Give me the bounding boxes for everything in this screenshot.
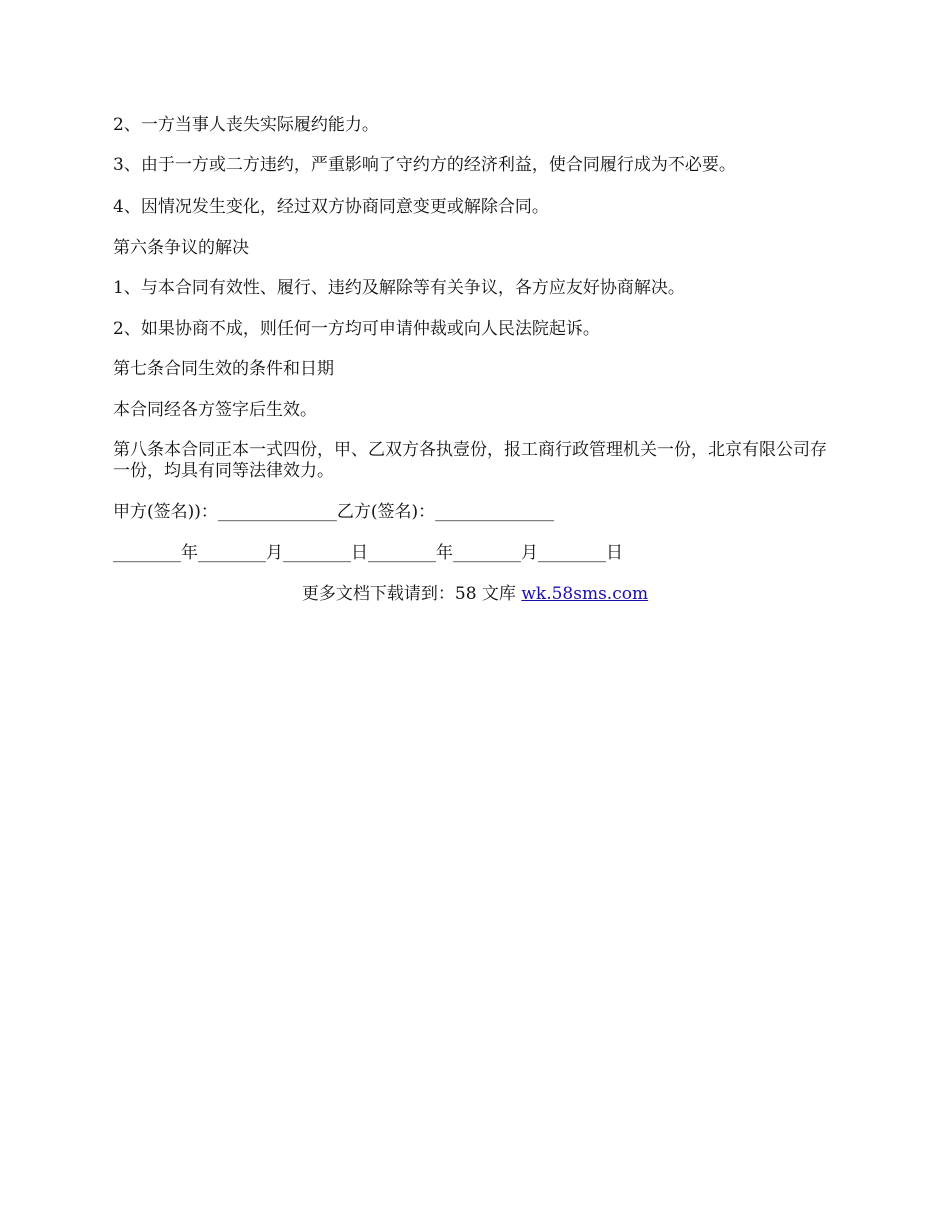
footer-prefix-text: 更多文档下载请到：58 文库 <box>301 584 522 604</box>
clause-3-text: 3、由于一方或二方违约，严重影响了守约方的经济利益，使合同履行成为不必要。 <box>113 155 736 175</box>
clause-2-text: 2、一方当事人丧失实际履约能力。 <box>113 115 379 135</box>
download-footer <box>0 583 950 605</box>
article-6-clause-2: 2、如果协商不成，则任何一方均可申请仲裁或向人民法院起诉。 <box>113 319 600 339</box>
article-7-heading: 第七条合同生效的条件和日期 <box>113 359 334 379</box>
article-8-text: 第八条本合同正本一式四份，甲、乙双方各执壹份，报工商行政管理机关一份，北京有限公司存一份，均具有同等法律效力。 <box>113 440 827 481</box>
footer-link[interactable]: wk.58sms.com <box>521 584 649 604</box>
article-6-clause-1: 1、与本合同有效性、履行、违约及解除等有关争议，各方应友好协商解决。 <box>113 278 685 298</box>
article-7-text: 本合同经各方签字后生效。 <box>113 400 317 420</box>
date-line: ________年________月________日________年________月________日 <box>113 543 623 563</box>
signature-line: 甲方(签名))：______________乙方(签名)：______________ <box>113 502 555 522</box>
clause-4-text: 4、因情况发生变化，经过双方协商同意变更或解除合同。 <box>113 197 549 217</box>
article-6-heading: 第六条争议的解决 <box>113 238 249 258</box>
